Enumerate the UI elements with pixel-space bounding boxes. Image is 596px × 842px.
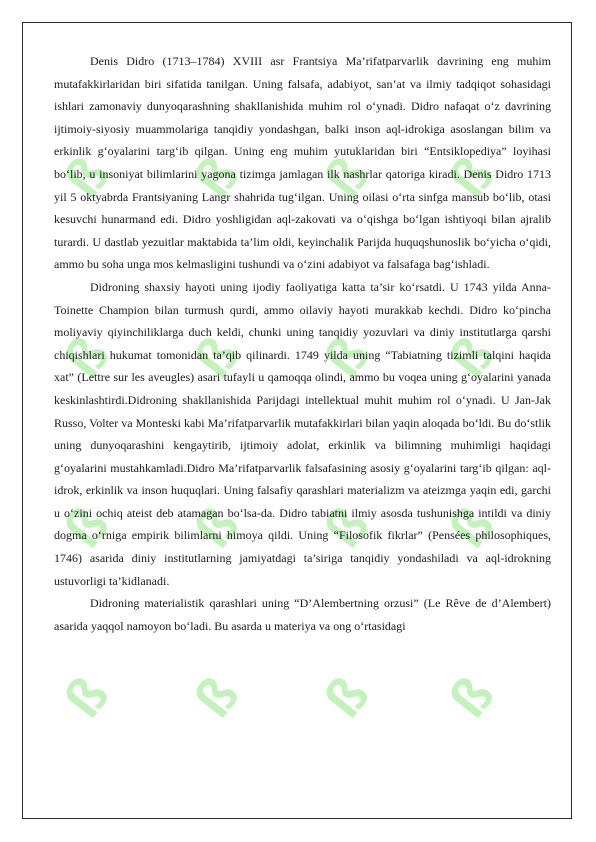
watermark-glyph: ß (312, 145, 381, 209)
watermark-glyph: ß (437, 325, 506, 389)
watermark-glyph: ß (312, 665, 381, 729)
paragraph-didro-personal-life: Didroning shaxsiy hayoti uning ijodiy faoliyatiga katta ta’sir ko‘rsatdi. U 1743 yilda Anna-Toinette Champion bilan turmush qurdi, ammo oilaviy hayoti murakkab kechdi. Didro ko‘pincha moliyaviy qiyinchiliklarga duch keldi, chunki uning tanqidiy yozuvlari va diniy institutlarga qarshi chiqishlari hukumat tomonidan ta’qib qilinardi. 1749 yilda uning “Tabiatning tizimli talqini haqida xat” (Lettre sur les aveugles) asari tufayli u qamoqqa olindi, ammo bu voqea uning g‘oyalarini yanada keskinlashtirdi.Didroning shakllanishida Parijdagi intellektual muhit muhim rol o‘ynadi. U Jan-Jak Russo, Volter va Monteski kabi Ma’rifatparvarlik mutafakkirlari bilan yaqin aloqada bo‘ldi. Bu do‘stlik uning dunyoqarashini kengaytirib, ijtimoiy adolat, erkinlik va bilimning muhimligi haqidagi g‘oyalarini mustahkamladi.Didro Ma’rifatparvarlik falsafasining asosiy g‘oyalarini targ‘ib qilgan: aql-idrok, erkinlik va inson huquqlari. Uning falsafiy qarashlari materializm va ateizmga yaqin edi, garchi u o‘zini ochiq ateist deb atamagan bo‘lsa-da. Didro tabiatni ilmiy asosda tushunishga intildi va diniy dogma o‘rniga empirik bilimlarni himoya qildi. Uning “Filosofik fikrlar” (Pensées philosophiques, 1746) asarida diniy institutlarning jamiyatdagi ta’siriga tanqidiy yondashiladi va aql-idrokning ustuvorligi ta’kidlanadi. (54, 279, 551, 588)
document-body (54, 50, 551, 637)
watermark-glyph: ß (52, 145, 121, 209)
watermark-glyph: ß (52, 665, 121, 729)
watermark-glyph: ß (182, 325, 251, 389)
watermark-glyph: ß (437, 495, 506, 559)
watermark-glyph: ß (182, 145, 251, 209)
watermark-glyph: ß (437, 145, 506, 209)
watermark-glyph: ß (312, 495, 381, 559)
paragraph-didro-materialism: Didroning materialistik qarashlari uning “D’Alembertning orzusi” (Le Rêve de d’Alembert) asarida yaqqol namoyon bo‘ladi. Bu asarda u materiya va ong o‘rtasidagi (54, 596, 551, 633)
watermark-glyph: ß (52, 495, 121, 559)
watermark-glyph: ß (182, 495, 251, 559)
watermark-glyph: ß (182, 665, 251, 729)
watermark-glyph: ß (52, 325, 121, 389)
watermark-glyph: ß (312, 325, 381, 389)
paragraph-didro-biography: Denis Didro (1713–1784) XVIII asr Frantsiya Ma’rifatparvarlik davrining eng muhim mutafakkirlaridan biri sifatida tanilgan. Uning falsafa, adabiyot, san’at va ilmiy tadqiqot sohasidagi ishlari zamonaviy dunyoqarashning shakllanishida muhim rol o‘ynadi. Didro nafaqat o‘z davrining ijtimoiy-siyosiy muammolariga tanqidiy yondashgan, balki inson aql-idrokiga asoslangan bilim va erkinlik g‘oyalarini targ‘ib qilgan. Uning eng muhim yutuklaridan biri “Entsiklopediya” loyihasi bo‘lib, u insoniyat bilimlarini yagona tizimga jamlagan ilk nashrlar qatoriga kiradi. Denis Didro 1713 yil 5 oktyabrda Frantsiyaning Langr shahrida tug‘ilgan. Uning oilasi o‘rta sinfga mansub bo‘lib, otasi kesuvchi hunarmand edi. Didro yoshligidan aql-zakovati va o‘qishga bo‘lgan ishtiyoqi bilan ajralib turardi. U dastlab yezuitlar maktabida ta’lim oldi, keyinchalik Parijda huquqshunoslik bo‘yicha o‘qidi, ammo bu soha unga mos kelmasligini tushundi va o‘zini adabiyot va falsafaga bag‘ishladi. (54, 54, 551, 272)
watermark-glyph: ß (437, 665, 506, 729)
